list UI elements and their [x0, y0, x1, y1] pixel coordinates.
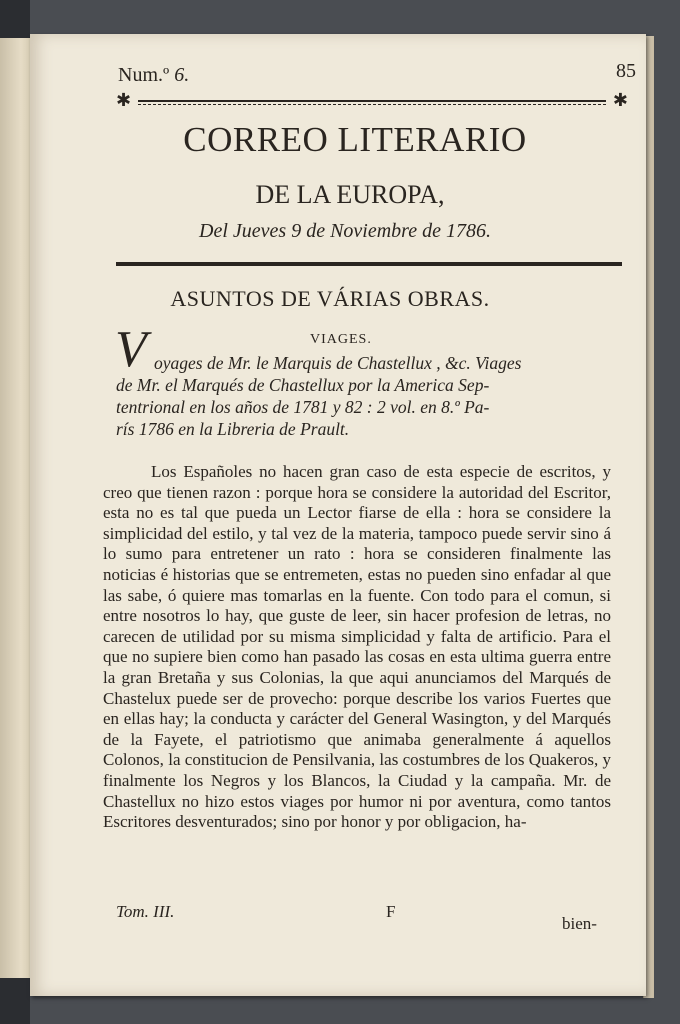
issue-number [118, 64, 189, 87]
ornamental-rule [116, 90, 628, 110]
asterism-icon: ✱ [612, 90, 628, 110]
body-text [103, 462, 611, 833]
catchword: bien- [562, 914, 597, 933]
book-page [30, 34, 646, 996]
issue-number-label: Num.º [118, 64, 170, 86]
drop-cap: V [115, 321, 147, 378]
facing-page-edge [0, 38, 30, 978]
issue-date: Del Jueves 9 de Noviembre de 1786. [199, 220, 491, 242]
divider-rule [116, 262, 622, 266]
paragraph: Los Españoles no hacen gran caso de esta especie de escritos, y creo que tienen razon : porque hora se considere la autoridad del Escritor, esta no es tal que pueda un Lector fiarse de ella : hora se considere la simplicidad del estilo, y tal vez de la materia, tampoco puede servir sino á lo sumo para entretener un rato : hora se consideren finalmente las noticias é historias que se entremeten, estas no pueden sino enfadar al que las sabe, ó quiere mas tomarlas en la fuente. Con todo para el comun, si entre nosotros lo hay, que guste de leer, sin hacer profesion de letras, no carecen de utilidad por su misma simplicidad y falta de artificio. Para el que no supiere bien como han pasado las cosas en esta ultima guerra entre la gran Bretaña y sus Colonias, la que aqui anunciamos del Marqués de Chastelux puede ser de provecho: porque describe los varios Fuertes que en ellas hay; la conducta y carácter del General Wasington, y del Marqués de la Fayete, el patriotismo que animaba generalmente á aquellos Colonos, la constitucion de Pensilvania, las costumbres de los Quakeros, y finalmente los Negros y los Blancos, la Ciudad y la campaña. Mr. de Chastellux no hizo estos viages por humor ni por aventura, como tantos Escritores desventurados; sino por honor y por obligacion, ha- [103, 462, 611, 832]
entry-line: de Mr. el Marqués de Chastellux por la America Sep- [116, 375, 490, 395]
entry-line: rís 1786 en la Libreria de Prault. [116, 419, 350, 439]
entry-line: tentrional en los años de 1781 y 82 : 2 vol. en 8.º Pa- [116, 397, 490, 417]
journal-title: CORREO LITERARIO [183, 120, 527, 159]
entry-line: oyages de Mr. le Marquis de Chastellux , &c. Viages [154, 353, 522, 373]
ornament-line [138, 100, 606, 105]
subsection-label: VIAGES. [310, 332, 372, 347]
book-entry [116, 352, 622, 440]
tome-label: Tom. III. [116, 902, 175, 921]
journal-subtitle: DE LA EUROPA, [255, 180, 445, 209]
page-number: 85 [616, 60, 636, 82]
signature-mark: F [386, 902, 396, 921]
issue-number-value: 6. [174, 64, 190, 86]
section-heading: ASUNTOS DE VÁRIAS OBRAS. [170, 286, 490, 311]
asterism-icon: ✱ [116, 90, 132, 110]
